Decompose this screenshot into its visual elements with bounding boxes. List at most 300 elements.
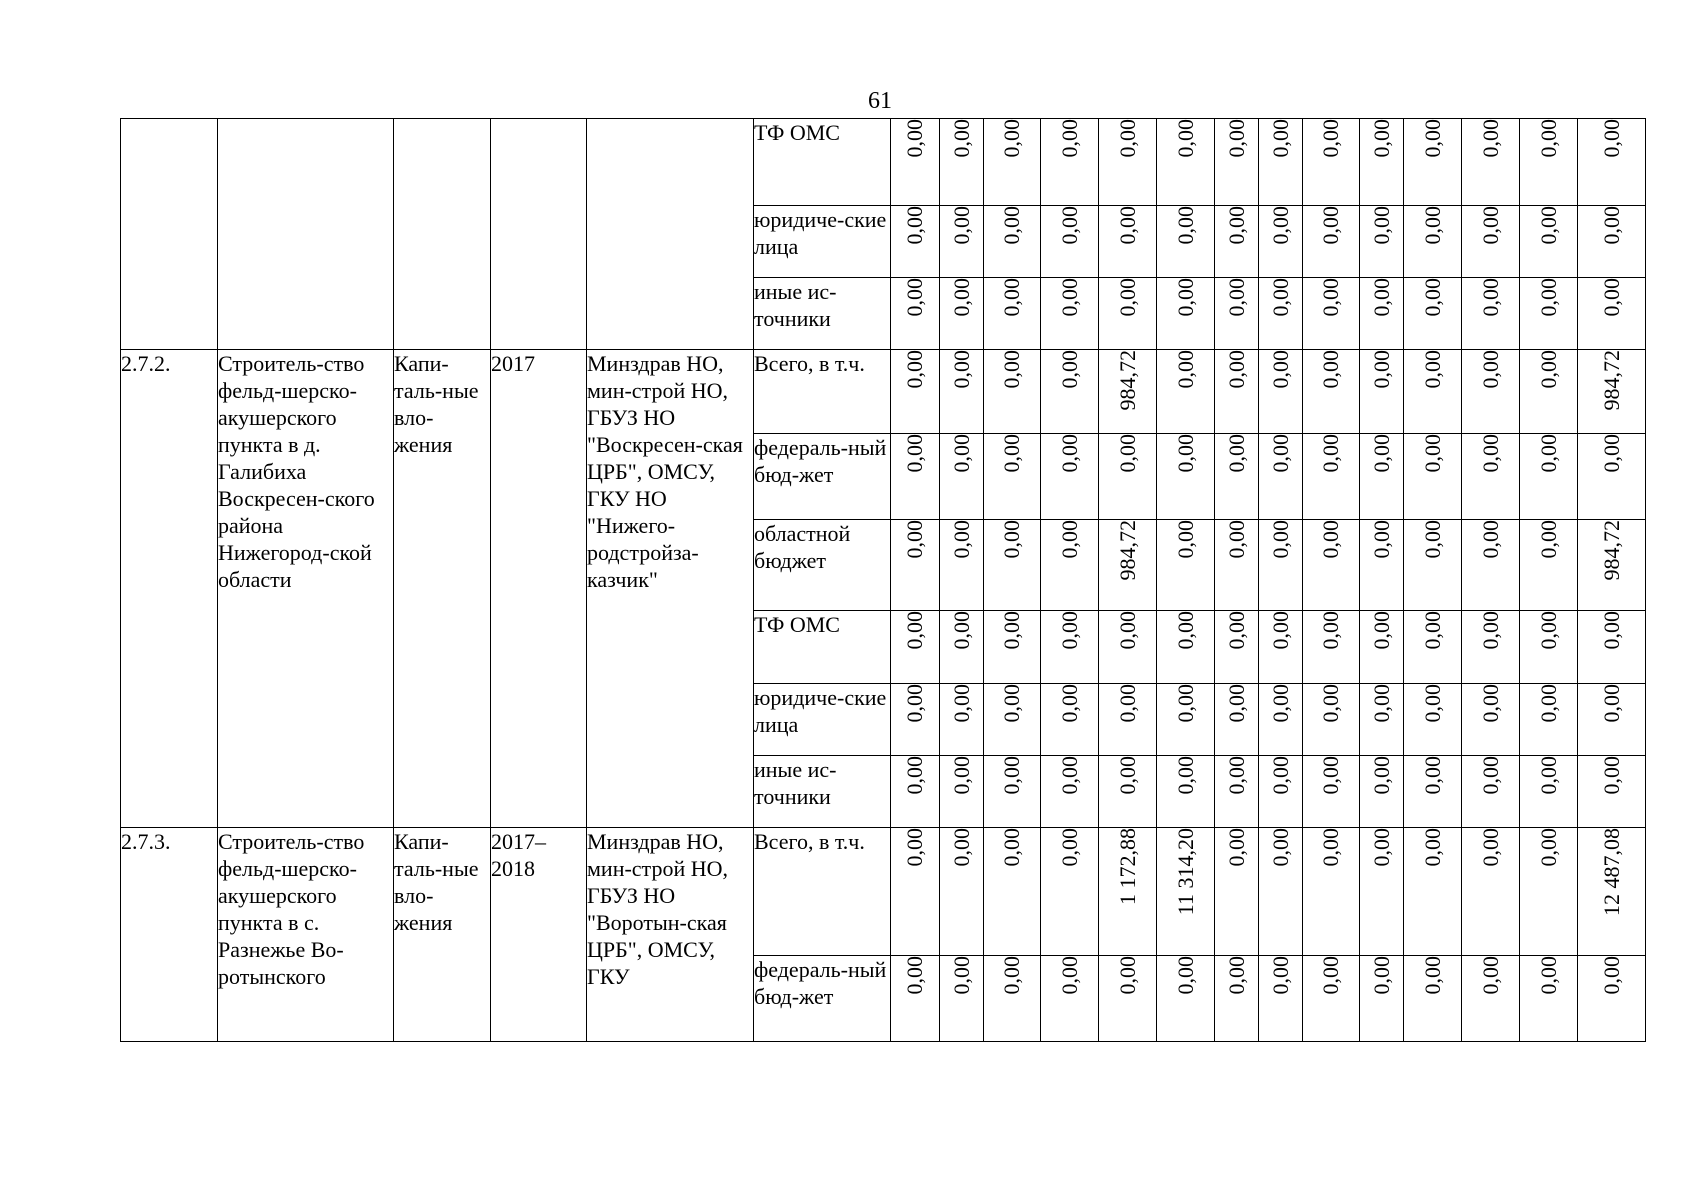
- value-text: 0,00: [1114, 756, 1140, 795]
- value-text: 0,00: [1056, 119, 1082, 158]
- value-cell: [1404, 278, 1462, 350]
- value-text: 0,00: [1477, 684, 1503, 723]
- value-text: 0,00: [1172, 206, 1198, 245]
- value-cell: [1404, 206, 1462, 278]
- value-cell: [1404, 434, 1462, 520]
- value-text: 0,00: [948, 756, 974, 795]
- value-cell: [1041, 206, 1099, 278]
- expense-type: [394, 119, 491, 350]
- value-text: 0,00: [1368, 520, 1394, 559]
- value-cell: [1303, 828, 1360, 956]
- value-cell: [1303, 278, 1360, 350]
- value-text: 0,00: [902, 520, 927, 559]
- value-cell: [1157, 119, 1215, 206]
- item-executor: [587, 119, 754, 350]
- value-text: 0,00: [1535, 684, 1561, 723]
- value-cell: [1520, 828, 1578, 956]
- value-cell: [1360, 119, 1404, 206]
- value-cell: [1360, 684, 1404, 756]
- value-text: 0,00: [1223, 278, 1249, 317]
- value-text: 984,72: [1598, 350, 1624, 411]
- value-text: 0,00: [1419, 611, 1445, 650]
- value-cell: [1259, 434, 1303, 520]
- value-cell: [1259, 956, 1303, 1042]
- value-text: 0,00: [999, 956, 1024, 995]
- value-cell: [891, 684, 940, 756]
- value-cell: [1578, 206, 1646, 278]
- value-cell: [1215, 956, 1259, 1042]
- value-text: 0,00: [1419, 278, 1445, 317]
- value-cell: [1157, 520, 1215, 611]
- value-text: 0,00: [1368, 434, 1394, 473]
- value-text: 11 314,20: [1172, 828, 1198, 916]
- item-code: 2.7.3.: [121, 828, 218, 1042]
- value-cell: [1360, 828, 1404, 956]
- funding-source-other-sources: иные ис-точники: [754, 756, 891, 828]
- value-cell: [984, 611, 1041, 684]
- value-cell: [1520, 119, 1578, 206]
- value-text: 0,00: [1368, 828, 1394, 867]
- value-cell: [1404, 956, 1462, 1042]
- value-cell: [1215, 684, 1259, 756]
- value-text: 0,00: [1172, 119, 1198, 158]
- value-text: 0,00: [1223, 611, 1249, 650]
- value-text: 0,00: [1477, 434, 1503, 473]
- item-code: 2.7.2.: [121, 350, 218, 828]
- value-cell: [1360, 520, 1404, 611]
- value-text: 0,00: [1114, 206, 1140, 245]
- value-text: 0,00: [902, 684, 927, 723]
- value-cell: [984, 434, 1041, 520]
- value-cell: [1360, 278, 1404, 350]
- value-text: 1 172,88: [1114, 828, 1140, 905]
- value-cell: [1404, 520, 1462, 611]
- value-text: 0,00: [1318, 520, 1343, 559]
- funding-source-federal-budget: федераль-ный бюд-жет: [754, 434, 891, 520]
- value-cell: [1520, 434, 1578, 520]
- value-cell: [1462, 520, 1520, 611]
- funding-source-tf-oms: ТФ ОМС: [754, 611, 891, 684]
- value-text: 0,00: [902, 278, 927, 317]
- value-text: 0,00: [1368, 206, 1394, 245]
- value-text: 0,00: [1368, 684, 1394, 723]
- value-text: 0,00: [1419, 756, 1445, 795]
- value-text: 0,00: [1368, 278, 1394, 317]
- value-cell: [1462, 434, 1520, 520]
- value-cell: [1259, 684, 1303, 756]
- value-text: 0,00: [902, 350, 927, 389]
- value-text: 0,00: [1172, 278, 1198, 317]
- value-text: 0,00: [1114, 434, 1140, 473]
- value-cell: [891, 828, 940, 956]
- value-cell: [1099, 828, 1157, 956]
- value-text: 0,00: [1477, 828, 1503, 867]
- value-text: 0,00: [1477, 206, 1503, 245]
- value-cell: [1303, 520, 1360, 611]
- funding-source-tf-oms: ТФ ОМС: [754, 119, 891, 206]
- value-text: 0,00: [1172, 684, 1198, 723]
- value-cell: [1259, 828, 1303, 956]
- value-cell: [1041, 611, 1099, 684]
- value-cell: [1360, 611, 1404, 684]
- value-cell: [891, 119, 940, 206]
- funding-source-total: Всего, в т.ч.: [754, 828, 891, 956]
- value-cell: [1215, 278, 1259, 350]
- value-cell: [891, 520, 940, 611]
- value-text: 0,00: [1535, 434, 1561, 473]
- value-cell: [1041, 434, 1099, 520]
- value-text: 0,00: [999, 684, 1024, 723]
- value-cell: [1303, 434, 1360, 520]
- value-cell: [940, 611, 984, 684]
- item-years: 2017–2018: [491, 828, 587, 1042]
- value-text: 0,00: [902, 828, 927, 867]
- value-text: 0,00: [1223, 434, 1249, 473]
- value-cell: [1462, 278, 1520, 350]
- value-cell: [1520, 278, 1578, 350]
- value-text: 0,00: [1318, 756, 1343, 795]
- value-text: 0,00: [999, 278, 1024, 317]
- value-text: 0,00: [1477, 520, 1503, 559]
- value-text: 0,00: [1223, 520, 1249, 559]
- value-cell: [1303, 350, 1360, 434]
- value-cell: [1360, 756, 1404, 828]
- value-cell: [1520, 684, 1578, 756]
- value-cell: [891, 350, 940, 434]
- value-cell: [1099, 611, 1157, 684]
- value-cell: [940, 434, 984, 520]
- value-cell: [1578, 520, 1646, 611]
- value-cell: [1578, 756, 1646, 828]
- value-text: 0,00: [1223, 956, 1249, 995]
- value-cell: [1303, 684, 1360, 756]
- value-text: 0,00: [1267, 434, 1293, 473]
- value-cell: [1157, 828, 1215, 956]
- value-text: 0,00: [1267, 520, 1293, 559]
- value-text: 0,00: [1419, 119, 1445, 158]
- value-text: 0,00: [1477, 278, 1503, 317]
- value-cell: [891, 611, 940, 684]
- value-text: 0,00: [1535, 756, 1561, 795]
- value-text: 0,00: [1419, 206, 1445, 245]
- value-cell: [1303, 206, 1360, 278]
- value-text: 0,00: [999, 520, 1024, 559]
- value-cell: [1578, 278, 1646, 350]
- value-text: 0,00: [1368, 611, 1394, 650]
- value-text: 0,00: [1477, 119, 1503, 158]
- value-text: 0,00: [1318, 350, 1343, 389]
- value-text: 0,00: [948, 611, 974, 650]
- value-cell: [984, 119, 1041, 206]
- funding-source-legal-entities: юридиче-ские лица: [754, 206, 891, 278]
- value-text: 0,00: [1267, 828, 1293, 867]
- value-text: 0,00: [1056, 956, 1082, 995]
- funding-table: [120, 118, 1646, 1042]
- value-text: 0,00: [1172, 434, 1198, 473]
- value-text: 0,00: [999, 611, 1024, 650]
- value-cell: [1099, 278, 1157, 350]
- value-cell: [1215, 119, 1259, 206]
- item-name: [218, 119, 394, 350]
- value-cell: [1303, 956, 1360, 1042]
- value-cell: [1520, 956, 1578, 1042]
- value-cell: [940, 956, 984, 1042]
- value-cell: [1259, 278, 1303, 350]
- value-text: 0,00: [1172, 756, 1198, 795]
- table-row: [121, 119, 1646, 206]
- value-cell: [1520, 611, 1578, 684]
- value-cell: [1578, 828, 1646, 956]
- value-cell: [984, 756, 1041, 828]
- item-executor: Минздрав НО, мин-строй НО, ГБУЗ НО "Воскресен-ская ЦРБ", ОМСУ, ГКУ НО "Нижего-родстройза-казчик": [587, 350, 754, 828]
- value-text: 0,00: [999, 434, 1024, 473]
- value-cell: [1041, 956, 1099, 1042]
- value-text: 0,00: [999, 350, 1024, 389]
- value-text: 0,00: [1172, 611, 1198, 650]
- value-cell: [1041, 520, 1099, 611]
- value-text: 0,00: [1598, 684, 1624, 723]
- value-text: 0,00: [1267, 611, 1293, 650]
- value-text: 0,00: [1172, 350, 1198, 389]
- value-text: 0,00: [1419, 350, 1445, 389]
- value-cell: [984, 350, 1041, 434]
- value-cell: [1578, 684, 1646, 756]
- value-cell: [1462, 350, 1520, 434]
- value-text: 0,00: [1267, 206, 1293, 245]
- value-cell: [940, 684, 984, 756]
- value-cell: [1462, 206, 1520, 278]
- value-cell: [1303, 119, 1360, 206]
- value-cell: [1215, 206, 1259, 278]
- value-cell: [1578, 350, 1646, 434]
- value-cell: [1404, 684, 1462, 756]
- value-text: 0,00: [1114, 956, 1140, 995]
- value-cell: [1259, 119, 1303, 206]
- value-cell: [1041, 350, 1099, 434]
- value-cell: [984, 828, 1041, 956]
- value-cell: [1578, 611, 1646, 684]
- value-cell: [940, 828, 984, 956]
- value-text: 0,00: [1267, 756, 1293, 795]
- value-text: 0,00: [1267, 684, 1293, 723]
- value-text: 0,00: [999, 206, 1024, 245]
- value-cell: [1578, 119, 1646, 206]
- value-text: 0,00: [902, 756, 927, 795]
- value-text: 0,00: [1223, 206, 1249, 245]
- value-cell: [984, 956, 1041, 1042]
- value-text: 0,00: [948, 278, 974, 317]
- value-text: 0,00: [948, 684, 974, 723]
- item-name: Строитель-ство фельд-шерско-акушерского пункта в с. Разнежье Во-ротынского: [218, 828, 394, 1042]
- funding-source-other-sources: иные ис-точники: [754, 278, 891, 350]
- value-text: 0,00: [1172, 520, 1198, 559]
- value-text: 0,00: [999, 119, 1024, 158]
- value-text: 984,72: [1114, 350, 1140, 411]
- value-cell: [1520, 756, 1578, 828]
- value-cell: [1404, 828, 1462, 956]
- value-cell: [1215, 828, 1259, 956]
- value-text: 0,00: [1056, 206, 1082, 245]
- value-cell: [940, 350, 984, 434]
- value-text: 0,00: [902, 611, 927, 650]
- item-code: [121, 119, 218, 350]
- value-cell: [1157, 956, 1215, 1042]
- value-cell: [891, 756, 940, 828]
- value-text: 0,00: [902, 119, 927, 158]
- value-cell: [940, 520, 984, 611]
- value-text: 0,00: [1598, 206, 1624, 245]
- value-text: 0,00: [1114, 611, 1140, 650]
- value-cell: [984, 206, 1041, 278]
- value-cell: [1041, 684, 1099, 756]
- value-text: 0,00: [1535, 520, 1561, 559]
- value-text: 0,00: [1368, 956, 1394, 995]
- value-text: 0,00: [1535, 828, 1561, 867]
- value-text: 0,00: [1598, 434, 1624, 473]
- expense-type: Капи-таль-ные вло-жения: [394, 828, 491, 1042]
- value-cell: [1157, 278, 1215, 350]
- value-cell: [1259, 206, 1303, 278]
- value-text: 0,00: [948, 350, 974, 389]
- value-cell: [1099, 206, 1157, 278]
- value-cell: [1041, 828, 1099, 956]
- value-cell: [1303, 756, 1360, 828]
- value-cell: [1041, 119, 1099, 206]
- value-text: 0,00: [1318, 828, 1343, 867]
- value-text: 0,00: [1318, 434, 1343, 473]
- value-text: 0,00: [902, 434, 927, 473]
- value-cell: [1099, 756, 1157, 828]
- value-text: 0,00: [1056, 434, 1082, 473]
- value-cell: [1259, 611, 1303, 684]
- value-cell: [891, 434, 940, 520]
- value-text: 0,00: [1535, 956, 1561, 995]
- value-cell: [1099, 956, 1157, 1042]
- item-years: 2017: [491, 350, 587, 828]
- value-text: 0,00: [1535, 278, 1561, 317]
- value-text: 0,00: [1318, 278, 1343, 317]
- value-cell: [940, 756, 984, 828]
- value-text: 0,00: [1056, 756, 1082, 795]
- value-text: 0,00: [1419, 520, 1445, 559]
- item-name: Строитель-ство фельд-шерско-акушерского пункта в д. Галибиха Воскресен-ского района Нижегород-ской области: [218, 350, 394, 828]
- value-text: 0,00: [1223, 756, 1249, 795]
- value-text: 0,00: [1114, 278, 1140, 317]
- value-text: 0,00: [1535, 119, 1561, 158]
- value-text: 0,00: [948, 206, 974, 245]
- value-text: 0,00: [948, 520, 974, 559]
- value-text: 0,00: [1598, 611, 1624, 650]
- value-text: 0,00: [1368, 350, 1394, 389]
- value-text: 0,00: [1419, 684, 1445, 723]
- value-text: 0,00: [1267, 278, 1293, 317]
- value-text: 0,00: [1368, 756, 1394, 795]
- value-cell: [1041, 756, 1099, 828]
- value-text: 0,00: [1477, 756, 1503, 795]
- value-text: 0,00: [1114, 119, 1140, 158]
- value-text: 0,00: [1477, 956, 1503, 995]
- value-cell: [1462, 756, 1520, 828]
- value-text: 0,00: [1267, 956, 1293, 995]
- value-cell: [1099, 119, 1157, 206]
- value-cell: [1462, 828, 1520, 956]
- value-cell: [1215, 611, 1259, 684]
- value-cell: [1404, 119, 1462, 206]
- value-text: 12 487,08: [1598, 828, 1624, 916]
- expense-type: Капи-таль-ные вло-жения: [394, 350, 491, 828]
- value-cell: [1041, 278, 1099, 350]
- value-text: 0,00: [948, 434, 974, 473]
- value-text: 0,00: [948, 956, 974, 995]
- value-cell: [1099, 350, 1157, 434]
- value-text: 0,00: [948, 119, 974, 158]
- value-text: 0,00: [1535, 611, 1561, 650]
- value-text: 0,00: [1172, 956, 1198, 995]
- value-cell: [1578, 434, 1646, 520]
- table-row: [121, 350, 1646, 434]
- value-cell: [940, 278, 984, 350]
- value-text: 0,00: [1419, 956, 1445, 995]
- funding-source-federal-budget: федераль-ный бюд-жет: [754, 956, 891, 1042]
- value-cell: [1259, 756, 1303, 828]
- value-text: 0,00: [1318, 119, 1343, 158]
- value-text: 0,00: [1056, 684, 1082, 723]
- value-text: 0,00: [999, 828, 1024, 867]
- value-cell: [1404, 756, 1462, 828]
- value-cell: [1462, 611, 1520, 684]
- value-cell: [1520, 350, 1578, 434]
- value-cell: [1157, 684, 1215, 756]
- value-cell: [891, 278, 940, 350]
- value-cell: [1215, 756, 1259, 828]
- item-executor: Минздрав НО, мин-строй НО, ГБУЗ НО "Воротын-ская ЦРБ", ОМСУ, ГКУ: [587, 828, 754, 1042]
- value-cell: [940, 119, 984, 206]
- value-cell: [984, 684, 1041, 756]
- value-text: 984,72: [1114, 520, 1140, 581]
- value-cell: [1259, 350, 1303, 434]
- value-cell: [1157, 756, 1215, 828]
- value-cell: [1215, 350, 1259, 434]
- value-cell: [1099, 434, 1157, 520]
- value-text: 0,00: [1598, 756, 1624, 795]
- value-cell: [1520, 206, 1578, 278]
- value-cell: [891, 956, 940, 1042]
- value-text: 0,00: [1114, 684, 1140, 723]
- value-text: 0,00: [1056, 350, 1082, 389]
- value-text: 0,00: [1056, 828, 1082, 867]
- value-cell: [1360, 434, 1404, 520]
- value-text: 0,00: [902, 206, 927, 245]
- value-cell: [1157, 611, 1215, 684]
- value-cell: [1157, 350, 1215, 434]
- value-text: 0,00: [902, 956, 927, 995]
- value-text: 0,00: [1598, 119, 1624, 158]
- value-cell: [1462, 956, 1520, 1042]
- value-cell: [1099, 684, 1157, 756]
- value-text: 0,00: [1419, 434, 1445, 473]
- value-text: 0,00: [1318, 206, 1343, 245]
- value-cell: [1462, 684, 1520, 756]
- value-cell: [984, 278, 1041, 350]
- value-cell: [1404, 350, 1462, 434]
- value-cell: [1259, 520, 1303, 611]
- value-text: 0,00: [1223, 119, 1249, 158]
- value-text: 0,00: [1318, 611, 1343, 650]
- value-text: 0,00: [1267, 350, 1293, 389]
- value-cell: [891, 206, 940, 278]
- value-cell: [1578, 956, 1646, 1042]
- value-text: 0,00: [1267, 119, 1293, 158]
